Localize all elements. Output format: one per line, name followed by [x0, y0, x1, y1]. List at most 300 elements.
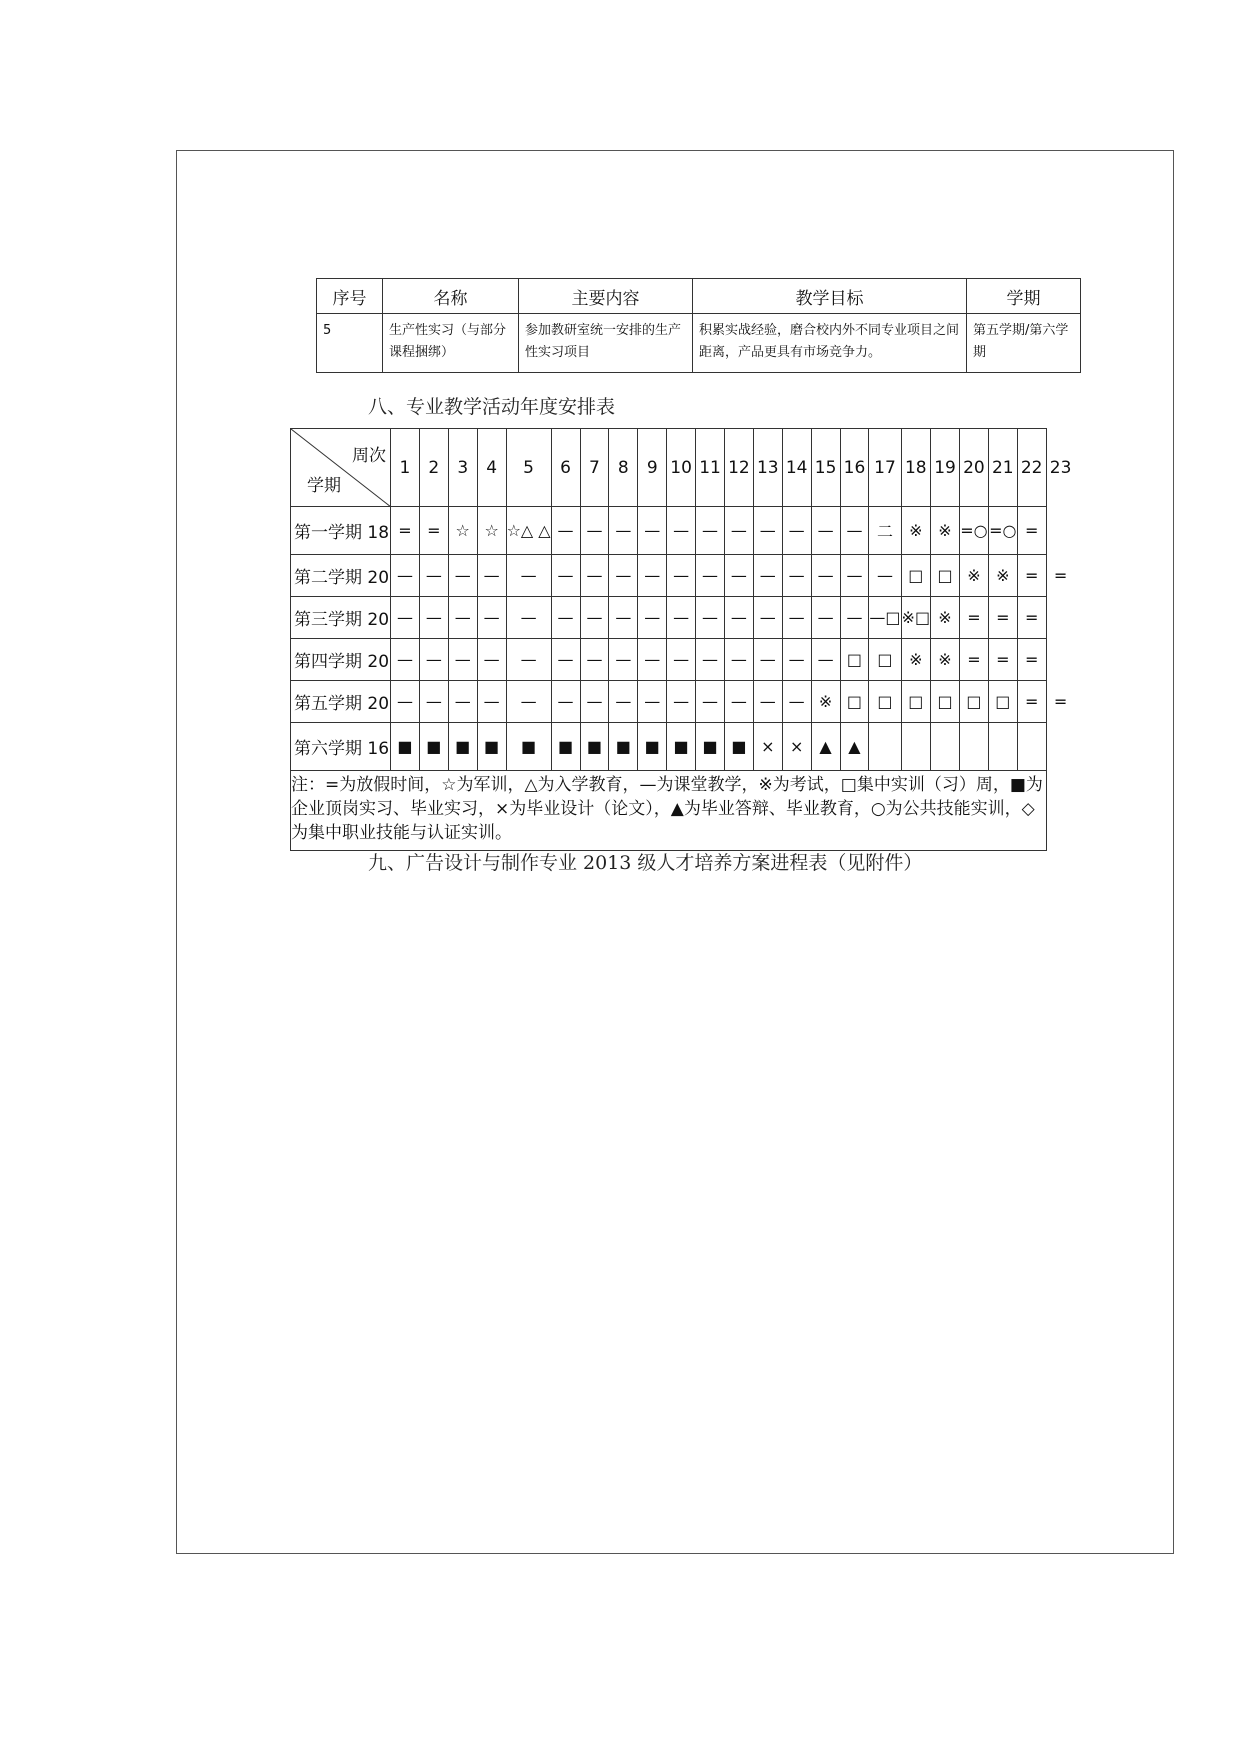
activity-mark: □ [846, 691, 863, 711]
activity-mark: — [557, 520, 574, 540]
activity-mark: ※ [996, 565, 1010, 585]
activity-mark: □ [846, 649, 863, 669]
activity-mark: — [520, 691, 537, 711]
week-number: 11 [696, 429, 725, 507]
activity-mark: ■ [557, 736, 574, 756]
activity-mark: ■ [644, 736, 660, 756]
activity-mark: ▲ [819, 736, 832, 756]
schedule-cell [419, 681, 448, 723]
week-number: 6 [551, 429, 580, 507]
activity-mark: —□ [869, 607, 901, 627]
activity-mark: — [454, 691, 471, 711]
schedule-row [291, 723, 1076, 771]
activity-mark: = [967, 607, 981, 627]
schedule-cell [931, 639, 960, 681]
schedule-cell [391, 507, 420, 555]
schedule-cell [931, 681, 960, 723]
schedule-cell [580, 507, 609, 555]
activity-mark: ■ [455, 736, 471, 756]
activity-mark: = [427, 520, 441, 540]
activity-mark: — [615, 607, 632, 627]
schedule-cell [448, 723, 477, 771]
activity-mark: — [730, 565, 747, 585]
schedule-cell [901, 723, 931, 771]
week-number: 12 [724, 429, 753, 507]
schedule-cell [477, 597, 506, 639]
header-no: 序号 [317, 279, 383, 314]
schedule-cell [811, 555, 840, 597]
activity-mark: — [876, 565, 893, 585]
header-name: 名称 [383, 279, 519, 314]
schedule-cell [753, 723, 782, 771]
schedule-cell [448, 555, 477, 597]
activity-mark: — [759, 520, 776, 540]
activity-mark: ※ [967, 565, 981, 585]
activity-mark: = [1024, 607, 1039, 627]
week-number: 23 [1049, 457, 1072, 478]
activity-mark: 二 [876, 522, 893, 541]
schedule-row [291, 639, 1076, 681]
schedule-cell [782, 507, 811, 555]
schedule-cell [901, 639, 931, 681]
activity-mark: — [817, 649, 834, 669]
header-term: 学期 [967, 279, 1081, 314]
activity-mark: ■ [521, 736, 537, 756]
schedule-cell [477, 555, 506, 597]
activity-mark: — [615, 691, 632, 711]
schedule-cell [811, 681, 840, 723]
schedule-cell [667, 555, 696, 597]
activity-mark: = [1024, 520, 1039, 540]
schedule-cell [1017, 723, 1046, 771]
activity-mark: — [557, 691, 574, 711]
schedule-cell [580, 639, 609, 681]
schedule-cell [609, 555, 638, 597]
schedule-cell [551, 723, 580, 771]
activity-mark: = [398, 520, 412, 540]
schedule-cell [506, 555, 551, 597]
schedule-cell [869, 639, 901, 681]
schedule-cell [1046, 681, 1075, 723]
schedule-cell [988, 681, 1017, 723]
schedule-cell [580, 555, 609, 597]
schedule-cell [1017, 555, 1046, 597]
activity-mark: ※ [938, 649, 952, 669]
activity-mark: — [788, 565, 805, 585]
schedule-row [291, 681, 1076, 723]
activity-mark: — [817, 520, 834, 540]
activity-mark: ☆△ △ [506, 520, 551, 540]
schedule-cell [869, 681, 901, 723]
week-number: 1 [391, 429, 420, 507]
schedule-cell [419, 597, 448, 639]
activity-mark: — [586, 691, 603, 711]
header-content: 主要内容 [519, 279, 693, 314]
schedule-cell [840, 555, 869, 597]
schedule-cell [551, 507, 580, 555]
activity-mark: — [788, 691, 805, 711]
activity-mark: □ [908, 565, 924, 585]
activity-mark: — [702, 520, 718, 540]
activity-mark: — [817, 565, 834, 585]
activity-mark: — [520, 607, 537, 627]
schedule-cell [782, 681, 811, 723]
activity-mark: = [996, 607, 1010, 627]
activity-mark: — [702, 691, 718, 711]
schedule-cell [638, 639, 667, 681]
schedule-cell [696, 639, 725, 681]
activity-mark: □ [937, 565, 953, 585]
schedule-cell [477, 639, 506, 681]
term-label: 第六学期 16 [291, 723, 391, 771]
activity-mark: = [1024, 565, 1039, 585]
schedule-cell [901, 597, 931, 639]
schedule-cell [869, 597, 901, 639]
activity-mark: — [425, 649, 442, 669]
schedule-cell [391, 597, 420, 639]
activity-mark: — [557, 565, 574, 585]
schedule-cell [696, 507, 725, 555]
activity-mark: ■ [397, 736, 413, 756]
activity-mark: — [557, 649, 574, 669]
section-9-heading: 九、广告设计与制作专业 2013 级人才培养方案进程表（见附件） [368, 852, 923, 874]
schedule-cell [724, 597, 753, 639]
schedule-cell [931, 555, 960, 597]
schedule-cell [419, 639, 448, 681]
schedule-cell [724, 555, 753, 597]
week-number: 14 [782, 429, 811, 507]
week-number: 10 [667, 429, 696, 507]
activity-mark: — [673, 565, 690, 585]
schedule-cell [782, 639, 811, 681]
activity-mark: ■ [673, 736, 689, 756]
schedule-cell [724, 507, 753, 555]
schedule-cell [609, 723, 638, 771]
activity-mark: — [425, 607, 442, 627]
activity-mark: — [454, 607, 471, 627]
schedule-cell [609, 639, 638, 681]
schedule-cell [419, 723, 448, 771]
activity-mark: — [586, 520, 603, 540]
header-goal: 教学目标 [693, 279, 967, 314]
schedule-cell [391, 681, 420, 723]
activity-mark: ☆ [455, 520, 470, 540]
activity-mark: — [644, 649, 661, 669]
schedule-cell [753, 681, 782, 723]
schedule-cell [638, 723, 667, 771]
schedule-cell [1017, 639, 1046, 681]
schedule-cell [959, 681, 988, 723]
activity-mark: — [396, 691, 413, 711]
schedule-header-row [291, 429, 1076, 507]
schedule-cell [667, 597, 696, 639]
term-label: 第二学期 20 [291, 555, 391, 597]
activity-mark: — [702, 649, 718, 669]
schedule-cell [391, 723, 420, 771]
activity-mark: — [425, 565, 442, 585]
activity-mark: ■ [426, 736, 442, 756]
schedule-cell [477, 681, 506, 723]
schedule-cell [869, 555, 901, 597]
activity-mark: □ [877, 691, 893, 711]
week-number: 9 [638, 429, 667, 507]
schedule-cell [959, 555, 988, 597]
schedule-table-wrapper [290, 428, 1076, 851]
activity-mark: — [520, 565, 537, 585]
activity-mark: =○ [989, 520, 1017, 540]
schedule-cell [551, 597, 580, 639]
schedule-cell [638, 507, 667, 555]
schedule-cell [696, 681, 725, 723]
cell-content: 参加教研室统一安排的生产性实习项目 [519, 314, 693, 373]
schedule-cell [724, 681, 753, 723]
schedule-cell [506, 639, 551, 681]
week-number: 5 [506, 429, 551, 507]
activity-mark: × [761, 736, 775, 756]
term-label: 第一学期 18 [291, 507, 391, 555]
cell-name: 生产性实习（与部分课程捆绑） [383, 314, 519, 373]
schedule-cell [840, 639, 869, 681]
activity-mark: ※ [818, 691, 833, 711]
schedule-cell [959, 639, 988, 681]
legend-note: 注：=为放假时间，☆为军训，△为入学教育，—为课堂教学，※为考试，□集中实训（习）周，■为企业顶岗实习、毕业实习，×为毕业设计（论文），▲为毕业答辩、毕业教育，○为公共技能实训，◇为集中职业技能与认证实训。 [291, 771, 1047, 851]
activity-mark: — [586, 649, 603, 669]
schedule-row [291, 555, 1076, 597]
week-number: 7 [580, 429, 609, 507]
schedule-cell [782, 597, 811, 639]
course-table-header [317, 279, 1081, 314]
schedule-cell [811, 597, 840, 639]
activity-mark: — [483, 649, 500, 669]
schedule-cell [506, 507, 551, 555]
activity-mark: — [788, 520, 805, 540]
activity-mark: — [454, 649, 471, 669]
activity-mark: = [1053, 691, 1068, 711]
schedule-cell [988, 723, 1017, 771]
schedule-cell [506, 681, 551, 723]
schedule-cell [667, 639, 696, 681]
corner-term-label: 学期 [307, 476, 341, 496]
activity-mark: ☆ [484, 520, 499, 540]
activity-mark: = [1024, 649, 1039, 669]
activity-mark: — [673, 691, 690, 711]
corner-week-label: 周次 [352, 446, 386, 466]
schedule-cell [1046, 597, 1075, 639]
schedule-cell [1017, 597, 1046, 639]
schedule-cell [638, 597, 667, 639]
activity-mark: — [730, 649, 747, 669]
activity-mark: — [759, 565, 776, 585]
activity-mark: — [846, 520, 863, 540]
schedule-cell [724, 639, 753, 681]
activity-mark: ※ [938, 520, 952, 540]
term-label: 第三学期 20 [291, 597, 391, 639]
activity-mark: — [483, 607, 500, 627]
schedule-cell [551, 639, 580, 681]
cell-no: 5 [317, 314, 383, 373]
schedule-cell [448, 639, 477, 681]
schedule-cell [506, 723, 551, 771]
activity-mark: — [396, 607, 413, 627]
activity-mark: — [615, 520, 632, 540]
activity-mark: = [996, 649, 1010, 669]
schedule-cell [580, 597, 609, 639]
activity-mark: — [557, 607, 574, 627]
activity-mark: — [702, 607, 718, 627]
schedule-cell [696, 723, 725, 771]
schedule-cell [901, 681, 931, 723]
schedule-cell [988, 639, 1017, 681]
activity-mark: = [967, 649, 981, 669]
schedule-cell [959, 597, 988, 639]
schedule-cell [391, 639, 420, 681]
schedule-cell [959, 507, 988, 555]
cell-term: 第五学期/第六学期 [967, 314, 1081, 373]
schedule-cell [609, 597, 638, 639]
schedule-cell [667, 681, 696, 723]
activity-mark: □ [908, 691, 924, 711]
course-table-row [317, 314, 1081, 373]
section-8-heading: 八、专业教学活动年度安排表 [368, 396, 616, 418]
schedule-cell [840, 681, 869, 723]
schedule-cell [869, 723, 901, 771]
activity-mark: =○ [960, 520, 988, 540]
schedule-cell [931, 597, 960, 639]
schedule-cell [1046, 723, 1075, 771]
activity-mark: ■ [586, 736, 602, 756]
schedule-cell [477, 723, 506, 771]
week-number: 19 [931, 429, 960, 507]
activity-mark: — [644, 607, 661, 627]
schedule-note-row [291, 771, 1076, 851]
week-number: 15 [811, 429, 840, 507]
activity-mark: ※ [909, 649, 923, 669]
schedule-cell [988, 597, 1017, 639]
schedule-cell [580, 681, 609, 723]
schedule-corner [291, 429, 391, 507]
schedule-cell [580, 723, 609, 771]
activity-mark: □ [966, 691, 982, 711]
schedule-cell [811, 507, 840, 555]
activity-mark: — [730, 520, 747, 540]
schedule-table [290, 428, 1076, 851]
activity-mark: ※□ [901, 607, 931, 627]
term-label: 第四学期 20 [291, 639, 391, 681]
schedule-row [291, 507, 1076, 555]
schedule-cell [638, 555, 667, 597]
schedule-cell [988, 555, 1017, 597]
schedule-cell [724, 723, 753, 771]
schedule-cell [1046, 555, 1075, 597]
activity-mark: — [673, 607, 690, 627]
week-number: 21 [988, 429, 1017, 507]
schedule-cell [840, 597, 869, 639]
schedule-cell [782, 723, 811, 771]
activity-mark: — [759, 691, 776, 711]
activity-mark: — [483, 691, 500, 711]
activity-mark: — [396, 565, 413, 585]
activity-mark: — [817, 607, 834, 627]
schedule-cell [901, 507, 931, 555]
schedule-cell [609, 507, 638, 555]
week-number: 4 [477, 429, 506, 507]
cell-goal: 积累实战经验，磨合校内外不同专业项目之间距离，产品更具有市场竞争力。 [693, 314, 967, 373]
activity-mark: — [759, 649, 776, 669]
schedule-cell [638, 681, 667, 723]
week-number: 20 [959, 429, 988, 507]
schedule-cell [551, 555, 580, 597]
activity-mark: — [644, 565, 661, 585]
week-number: 8 [609, 429, 638, 507]
week-number: 3 [448, 429, 477, 507]
schedule-cell [1017, 681, 1046, 723]
schedule-cell [869, 507, 901, 555]
activity-mark: — [586, 565, 603, 585]
activity-mark: ※ [909, 520, 923, 540]
activity-mark: — [788, 607, 805, 627]
schedule-cell [506, 597, 551, 639]
activity-mark: — [730, 607, 747, 627]
schedule-cell [696, 555, 725, 597]
activity-mark: = [1053, 565, 1068, 585]
week-number: 22 [1017, 429, 1046, 507]
schedule-cell [901, 555, 931, 597]
activity-mark: = [1024, 691, 1039, 711]
week-number: 13 [753, 429, 782, 507]
activity-mark: ※ [938, 607, 952, 627]
activity-mark: — [483, 565, 500, 585]
activity-mark: — [788, 649, 805, 669]
schedule-cell [931, 507, 960, 555]
schedule-cell [840, 723, 869, 771]
schedule-cell [419, 555, 448, 597]
schedule-cell [609, 681, 638, 723]
schedule-cell [811, 639, 840, 681]
schedule-cell [1046, 639, 1075, 681]
schedule-cell [782, 555, 811, 597]
activity-mark: ■ [615, 736, 631, 756]
activity-mark: ■ [484, 736, 500, 756]
schedule-cell [551, 681, 580, 723]
schedule-cell [988, 507, 1017, 555]
week-number: 18 [901, 429, 931, 507]
schedule-cell [419, 507, 448, 555]
activity-mark: — [454, 565, 471, 585]
week-number: 16 [840, 429, 869, 507]
schedule-cell [696, 597, 725, 639]
activity-mark: — [846, 565, 863, 585]
week-number: 2 [419, 429, 448, 507]
activity-mark: ■ [702, 736, 718, 756]
schedule-cell [811, 723, 840, 771]
activity-mark: — [702, 565, 718, 585]
schedule-cell [667, 723, 696, 771]
schedule-cell [1046, 507, 1075, 555]
activity-mark: □ [995, 691, 1011, 711]
schedule-row [291, 597, 1076, 639]
activity-mark: □ [937, 691, 953, 711]
schedule-cell [753, 639, 782, 681]
schedule-cell [667, 507, 696, 555]
activity-mark: — [644, 520, 661, 540]
activity-mark: — [615, 565, 632, 585]
term-label: 第五学期 20 [291, 681, 391, 723]
schedule-cell [448, 507, 477, 555]
activity-mark: — [586, 607, 603, 627]
schedule-cell [1017, 507, 1046, 555]
activity-mark: — [396, 649, 413, 669]
schedule-cell [448, 681, 477, 723]
